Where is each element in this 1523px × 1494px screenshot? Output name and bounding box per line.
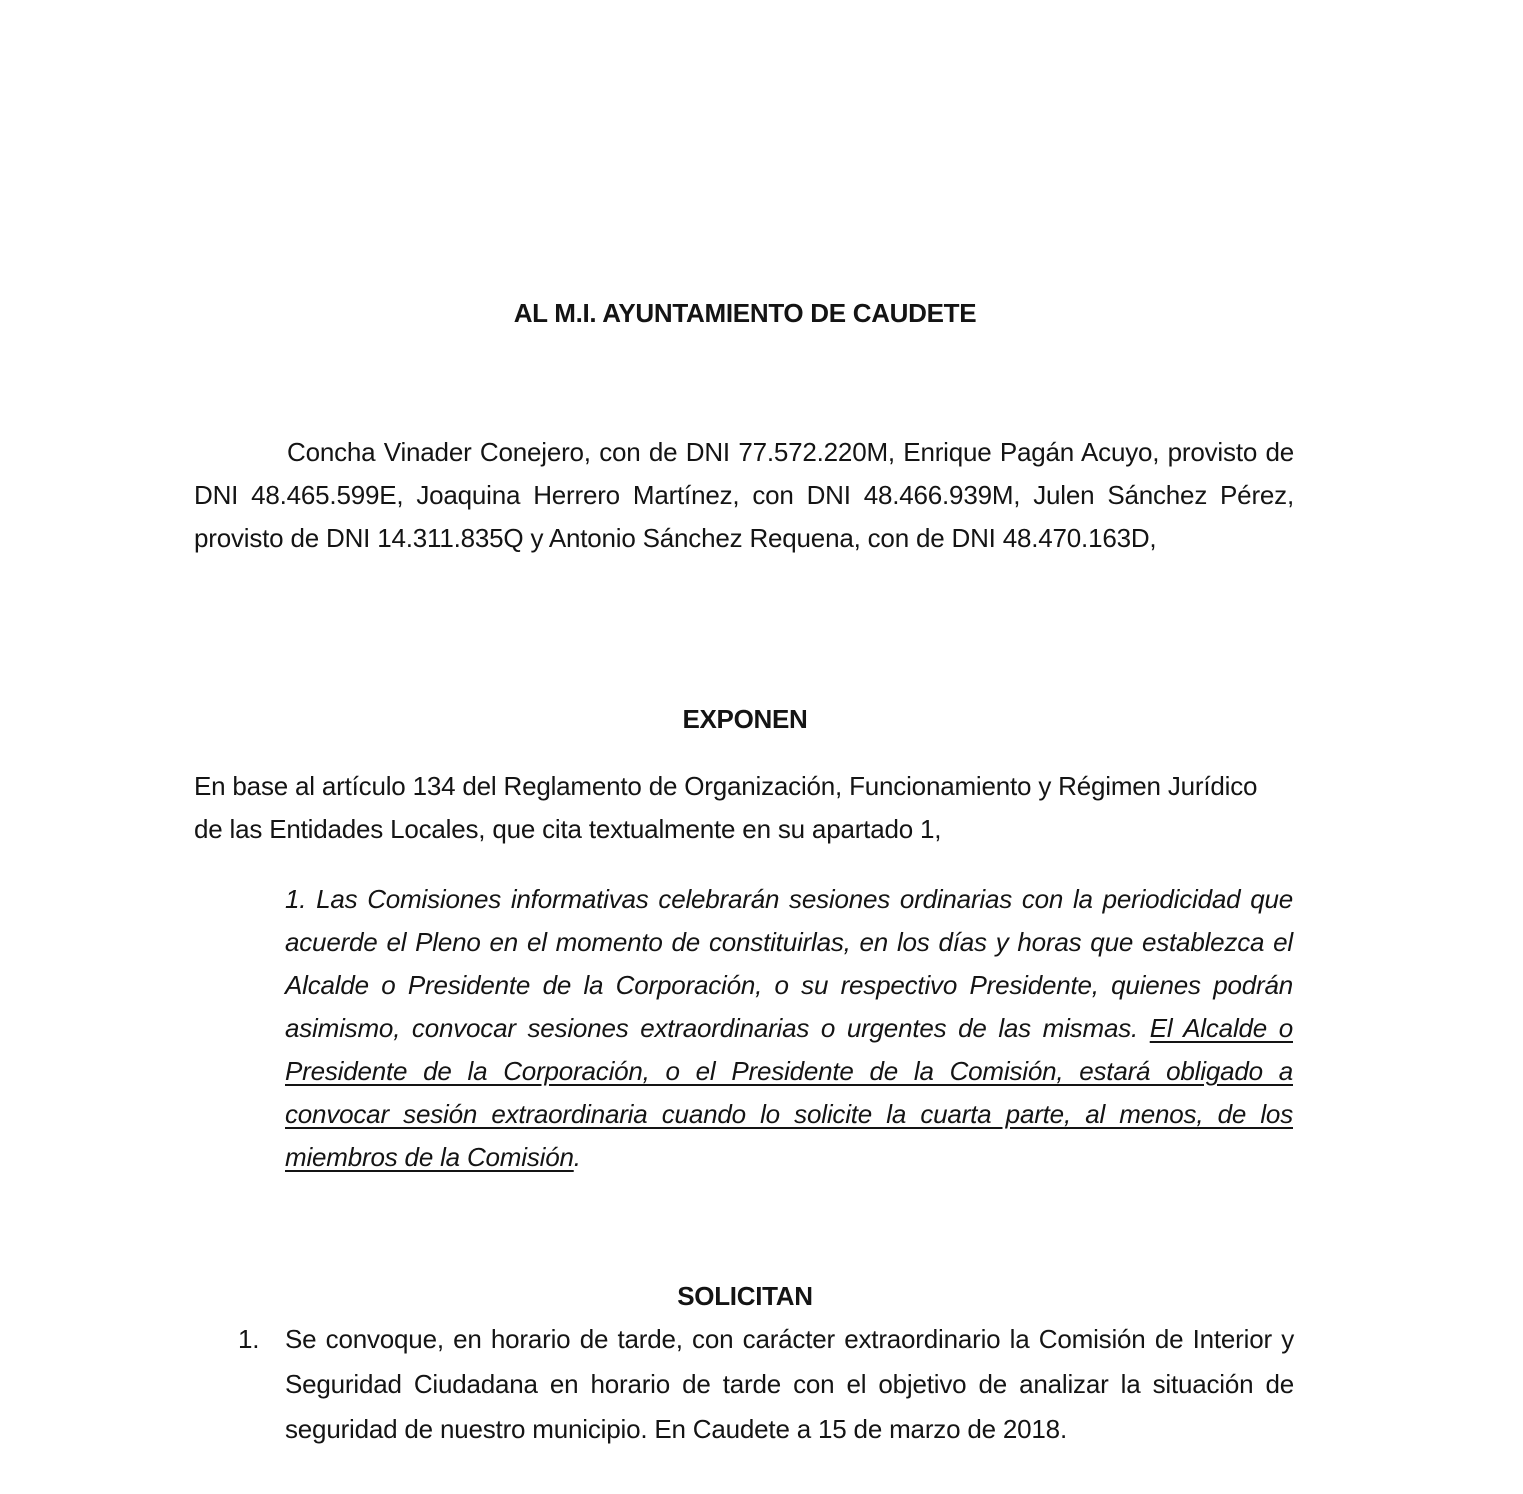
document-title: AL M.I. AYUNTAMIENTO DE CAUDETE <box>513 298 977 328</box>
intro-paragraph: Concha Vinader Conejero, con de DNI 77.572.220M, Enrique Pagán Acuyo, provisto de DNI 48.465.599E, Joaquina Herrero Martínez, con DNI 48.466.939M, Julen Sánchez Pérez, provisto de DNI 14.311.835Q y Antonio Sánchez Requena, con de DNI 48.470.163D, <box>194 437 1294 553</box>
request-number: 1. <box>238 1324 260 1354</box>
list-item <box>194 1317 1294 1452</box>
quote-plain-text: 1. Las Comisiones informativas celebrarán sesiones ordinarias con la periodicidad que acuerde el Pleno en el momento de constituirlas, en los días y horas que establezca el Alcalde o Presidente de la Corporación, o su respectivo Presidente, quienes podrán asimismo, convocar sesiones extraordinarias o urgentes de las mismas. <box>285 884 1293 1043</box>
exponen-heading: EXPONEN <box>682 704 808 734</box>
request-text: Se convoque, en horario de tarde, con carácter extraordinario la Comisión de Interior y Seguridad Ciudadana en horario de tarde con el objetivo de analizar la situación de seguridad de nuestro municipio. En Caudete a 15 de marzo de 2018. <box>285 1324 1294 1444</box>
solicitan-heading: SOLICITAN <box>677 1281 813 1311</box>
legal-basis-paragraph: En base al artículo 134 del Reglamento de Organización, Funcionamiento y Régimen Jurídico de las Entidades Locales, que cita textualmente en su apartado 1, <box>194 771 1258 844</box>
quoted-article <box>285 878 1293 1179</box>
quote-end: . <box>573 1142 581 1172</box>
quote-underlined-text: El Alcalde o Presidente de la Corporación, o el Presidente de la Comisión, estará obligado a convocar sesión extraordinaria cuando lo solicite la cuarta parte, al menos, de los miembros de la Comisión <box>285 1013 1293 1172</box>
request-list <box>194 1317 1294 1452</box>
